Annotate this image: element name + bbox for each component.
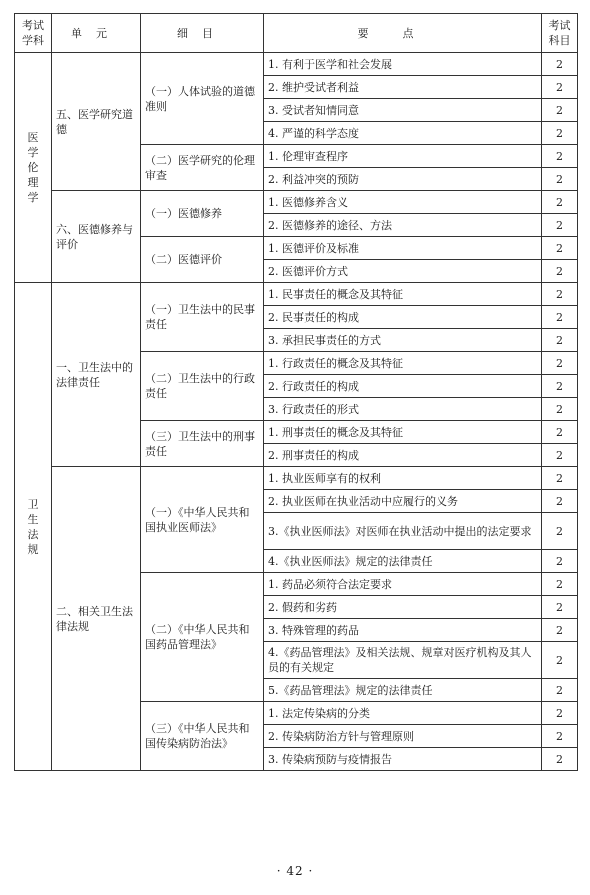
unit-cell: 一、卫生法中的法律责任 xyxy=(52,283,141,467)
point-cell: 2. 假药和劣药 xyxy=(264,596,542,619)
subject-cell xyxy=(15,53,52,283)
page-number: · 42 · xyxy=(276,864,314,878)
syllabus-body xyxy=(15,53,578,771)
detail-cell: （三）《中华人民共和国传染病防治法》 xyxy=(141,702,264,771)
code-cell: 2 xyxy=(542,260,578,283)
header-subject-line2: 学科 xyxy=(22,34,44,47)
point-cell: 1. 执业医师享有的权利 xyxy=(264,467,542,490)
point-cell: 1. 行政责任的概念及其特征 xyxy=(264,352,542,375)
header-point-label: 要点 xyxy=(357,26,448,40)
point-cell: 3. 行政责任的形式 xyxy=(264,398,542,421)
point-cell: 3. 受试者知情同意 xyxy=(264,99,542,122)
code-cell: 2 xyxy=(542,702,578,725)
detail-cell: （二）医德评价 xyxy=(141,237,264,283)
detail-cell: （二）医学研究的伦理审查 xyxy=(141,145,264,191)
code-cell: 2 xyxy=(542,306,578,329)
header-code-line2: 科目 xyxy=(548,34,571,47)
point-cell: 4. 严谨的科学态度 xyxy=(264,122,542,145)
detail-cell: （一）医德修养 xyxy=(141,191,264,237)
point-cell: 2. 利益冲突的预防 xyxy=(264,168,542,191)
header-detail-label: 细目 xyxy=(177,26,227,40)
subject-name: 卫生法规 xyxy=(27,497,39,556)
point-cell: 1. 刑事责任的概念及其特征 xyxy=(264,421,542,444)
unit-cell: 二、相关卫生法律法规 xyxy=(52,467,141,771)
point-cell: 2. 行政责任的构成 xyxy=(264,375,542,398)
subject-name: 医学伦理学 xyxy=(27,131,39,204)
code-cell: 2 xyxy=(542,76,578,99)
point-cell: 4.《执业医师法》规定的法律责任 xyxy=(264,550,542,573)
table-header-row xyxy=(15,14,578,53)
code-cell: 2 xyxy=(542,352,578,375)
code-cell: 2 xyxy=(542,237,578,260)
subject-cell xyxy=(15,283,52,771)
point-cell: 3. 传染病预防与疫情报告 xyxy=(264,748,542,771)
code-cell: 2 xyxy=(542,191,578,214)
code-cell: 2 xyxy=(542,513,578,550)
table-row xyxy=(15,283,578,306)
header-detail xyxy=(141,14,264,53)
point-cell: 3.《执业医师法》对医师在执业活动中提出的法定要求 xyxy=(264,513,542,550)
detail-cell: （一）卫生法中的民事责任 xyxy=(141,283,264,352)
point-cell: 1. 伦理审查程序 xyxy=(264,145,542,168)
code-cell: 2 xyxy=(542,725,578,748)
detail-cell: （二）卫生法中的行政责任 xyxy=(141,352,264,421)
point-cell: 1. 药品必须符合法定要求 xyxy=(264,573,542,596)
code-cell: 2 xyxy=(542,375,578,398)
header-code xyxy=(542,14,578,53)
point-cell: 1. 有利于医学和社会发展 xyxy=(264,53,542,76)
table-row xyxy=(15,467,578,490)
code-cell: 2 xyxy=(542,642,578,679)
code-cell: 2 xyxy=(542,214,578,237)
detail-cell: （二）《中华人民共和国药品管理法》 xyxy=(141,573,264,702)
code-cell: 2 xyxy=(542,748,578,771)
unit-cell: 五、医学研究道德 xyxy=(52,53,141,191)
unit-cell: 六、医德修养与评价 xyxy=(52,191,141,283)
detail-cell: （三）卫生法中的刑事责任 xyxy=(141,421,264,467)
point-cell: 1. 法定传染病的分类 xyxy=(264,702,542,725)
syllabus-table xyxy=(14,13,578,771)
code-cell: 2 xyxy=(542,398,578,421)
table-row xyxy=(15,53,578,76)
header-subject xyxy=(15,14,52,53)
code-cell: 2 xyxy=(542,573,578,596)
code-cell: 2 xyxy=(542,283,578,306)
code-cell: 2 xyxy=(542,99,578,122)
point-cell: 2. 刑事责任的构成 xyxy=(264,444,542,467)
point-cell: 2. 医德评价方式 xyxy=(264,260,542,283)
code-cell: 2 xyxy=(542,122,578,145)
code-cell: 2 xyxy=(542,421,578,444)
point-cell: 3. 承担民事责任的方式 xyxy=(264,329,542,352)
header-unit-label: 单元 xyxy=(71,26,121,40)
header-point xyxy=(264,14,542,53)
header-subject-line1: 考试 xyxy=(22,19,44,32)
point-cell: 2. 维护受试者利益 xyxy=(264,76,542,99)
point-cell: 2. 民事责任的构成 xyxy=(264,306,542,329)
table-row xyxy=(15,191,578,214)
point-cell: 5.《药品管理法》规定的法律责任 xyxy=(264,679,542,702)
detail-cell: （一）人体试验的道德准则 xyxy=(141,53,264,145)
code-cell: 2 xyxy=(542,168,578,191)
code-cell: 2 xyxy=(542,444,578,467)
point-cell: 1. 医德修养含义 xyxy=(264,191,542,214)
point-cell: 2. 传染病防治方针与管理原则 xyxy=(264,725,542,748)
point-cell: 1. 民事责任的概念及其特征 xyxy=(264,283,542,306)
point-cell: 3. 特殊管理的药品 xyxy=(264,619,542,642)
code-cell: 2 xyxy=(542,679,578,702)
point-cell: 1. 医德评价及标准 xyxy=(264,237,542,260)
code-cell: 2 xyxy=(542,490,578,513)
point-cell: 2. 执业医师在执业活动中应履行的义务 xyxy=(264,490,542,513)
code-cell: 2 xyxy=(542,550,578,573)
code-cell: 2 xyxy=(542,596,578,619)
point-cell: 4.《药品管理法》及相关法规、规章对医疗机构及其人员的有关规定 xyxy=(264,642,542,679)
syllabus-page xyxy=(14,13,577,771)
code-cell: 2 xyxy=(542,145,578,168)
detail-cell: （一）《中华人民共和国执业医师法》 xyxy=(141,467,264,573)
point-cell: 2. 医德修养的途径、方法 xyxy=(264,214,542,237)
code-cell: 2 xyxy=(542,329,578,352)
code-cell: 2 xyxy=(542,53,578,76)
code-cell: 2 xyxy=(542,467,578,490)
code-cell: 2 xyxy=(542,619,578,642)
header-code-line1: 考试 xyxy=(548,19,571,32)
header-unit xyxy=(52,14,141,53)
